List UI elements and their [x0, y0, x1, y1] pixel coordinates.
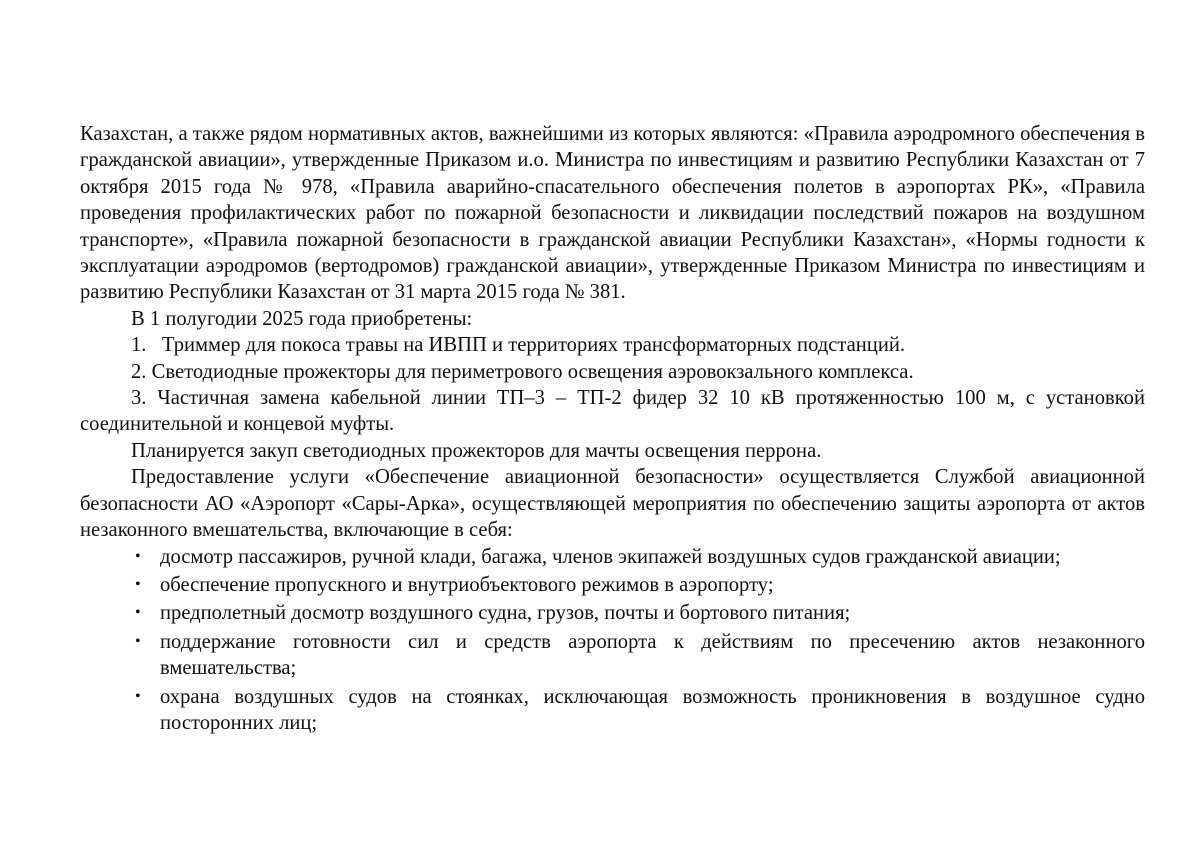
- numbered-item-3: [80, 385, 1145, 438]
- numbered-item-text: Светодиодные прожекторы для периметрового освещения аэровокзального комплекса.: [151, 360, 914, 383]
- security-paragraph: Предоставление услуги «Обеспечение авиационной безопасности» осуществляется Службой авиационной безопасности АО «Аэропорт «Сары-Арка», осуществляющей мероприятия по обеспечению защиты аэропорта от актов незаконного вмешательства, включающие в себя:: [80, 466, 1145, 542]
- list-item-text: обеспечение пропускного и внутриобъектового режимов в аэропорту;: [160, 573, 774, 596]
- bullet-icon: •: [135, 632, 141, 650]
- numbered-item-2: [80, 359, 1145, 385]
- intro-paragraph: Казахстан, а также рядом нормативных актов, важнейшими из которых являются: «Правила аэродромного обеспечения в гражданской авиации», утвержденные Приказом и.о. Министра по инвестициям и развитию Республики Казахстан от 7 октября 2015 года № 978, «Правила аварийно-спасательного обеспечения полетов в аэропортах РК», «Правила проведения профилактических работ по пожарной безопасности и ликвидации последствий пожаров на воздушном транспорте», «Правила пожарной безопасности в гражданской авиации Республики Казахстан», «Нормы годности к эксплуатации аэродромов (вертодромов) гражданской авиации», утвержденные Приказом Министра по инвестициям и развитию Республики Казахстан от 31 марта 2015 года № 381.: [80, 123, 1145, 304]
- list-item: [80, 572, 1145, 598]
- list-item: [80, 629, 1145, 682]
- numbered-item-number: 3.: [131, 387, 147, 410]
- numbered-item-number: 2.: [131, 360, 147, 383]
- list-item: [80, 544, 1145, 570]
- bullet-icon: •: [135, 604, 141, 622]
- list-item-text: охрана воздушных судов на стоянках, исключающая возможность проникновения в воздушное судно посторонних лиц;: [160, 685, 1145, 734]
- list-item-text: досмотр пассажиров, ручной клади, багажа, членов экипажей воздушных судов гражданской авиации;: [160, 545, 1061, 568]
- document-page: [80, 121, 1145, 738]
- list-item-text: предполетный досмотр воздушного судна, грузов, почты и бортового питания;: [160, 602, 851, 625]
- bullet-icon: •: [135, 575, 141, 593]
- numbered-item-text: Частичная замена кабельной линии ТП–3 – ТП-2 фидер 32 10 кВ протяженностью 100 м, с установкой соединительной и концевой муфты.: [80, 387, 1145, 436]
- bullet-icon: •: [135, 547, 141, 565]
- list-item-text: поддержание готовности сил и средств аэропорта к действиям по пресечению актов незаконного вмешательства;: [160, 630, 1145, 680]
- list-item: [80, 684, 1145, 737]
- numbered-item-1: [80, 332, 1145, 358]
- list-item: [80, 600, 1145, 626]
- purchased-heading: В 1 полугодии 2025 года приобретены:: [131, 307, 473, 330]
- security-measures-list: [80, 544, 1145, 737]
- numbered-item-number: 1.: [131, 334, 147, 357]
- planned-paragraph: Планируется закуп светодиодных прожекторов для мачты освещения перрона.: [131, 439, 822, 462]
- bullet-icon: •: [135, 687, 141, 705]
- numbered-item-text: Триммер для покоса травы на ИВПП и территориях трансформаторных подстанций.: [151, 334, 906, 357]
